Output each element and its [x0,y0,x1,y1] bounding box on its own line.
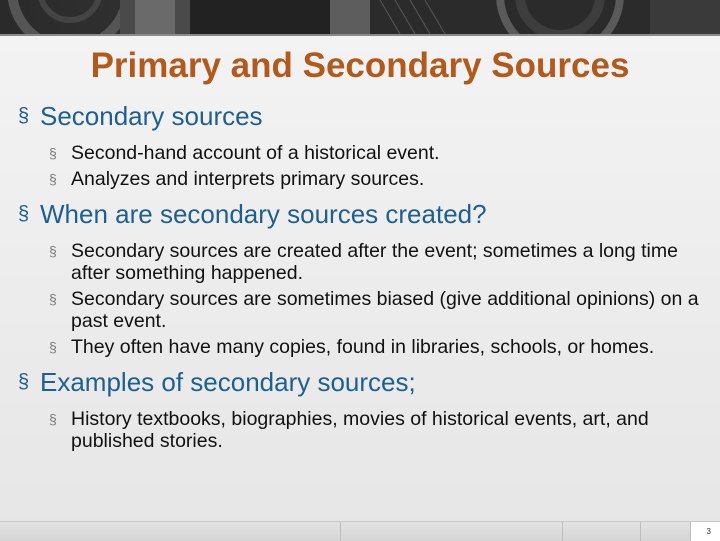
section-heading [18,100,708,132]
list-item-text: Second-hand account of a historical event. [71,142,440,164]
list-item-text: Secondary sources are created after the event; sometimes a long time after something happened. [71,240,678,284]
bullet-icon: § [49,145,57,161]
list-item [18,336,708,358]
section-heading-text: Secondary sources [40,101,263,131]
slide-content [18,100,708,460]
banner-divider [0,34,720,36]
page-number: 3 [706,527,711,536]
header-banner [0,0,720,34]
footer-divider [340,522,341,541]
list-item-text: Analyzes and interprets primary sources. [71,168,425,190]
footer-divider [562,522,563,541]
decorative-reel-graphic [0,0,720,34]
footer-divider [640,522,641,541]
section-heading [18,366,708,398]
bullet-icon: § [49,243,57,259]
bullet-icon: § [18,371,30,393]
bullet-icon: § [49,171,57,187]
bullet-icon: § [49,411,57,427]
list-item [18,240,708,284]
bullet-icon: § [18,105,30,127]
page-number-box [690,522,720,541]
bullet-icon: § [49,339,57,355]
section-heading-text: Examples of secondary sources; [40,367,416,397]
list-item-text: They often have many copies, found in libraries, schools, or homes. [71,336,655,358]
slide-footer [0,521,720,541]
section-heading-text: When are secondary sources created? [40,199,487,229]
list-item [18,408,708,452]
bullet-list [18,408,708,452]
list-item-text: History textbooks, biographies, movies of historical events, art, and published stories. [71,408,649,452]
bullet-list [18,240,708,358]
bullet-list [18,142,708,190]
bullet-icon: § [49,291,57,307]
bullet-icon: § [18,203,30,225]
list-item [18,168,708,190]
section-heading [18,198,708,230]
slide-title: Primary and Secondary Sources [90,46,630,85]
list-item [18,288,708,332]
list-item-text: Secondary sources are sometimes biased (give additional opinions) on a past event. [71,288,699,332]
list-item [18,142,708,164]
